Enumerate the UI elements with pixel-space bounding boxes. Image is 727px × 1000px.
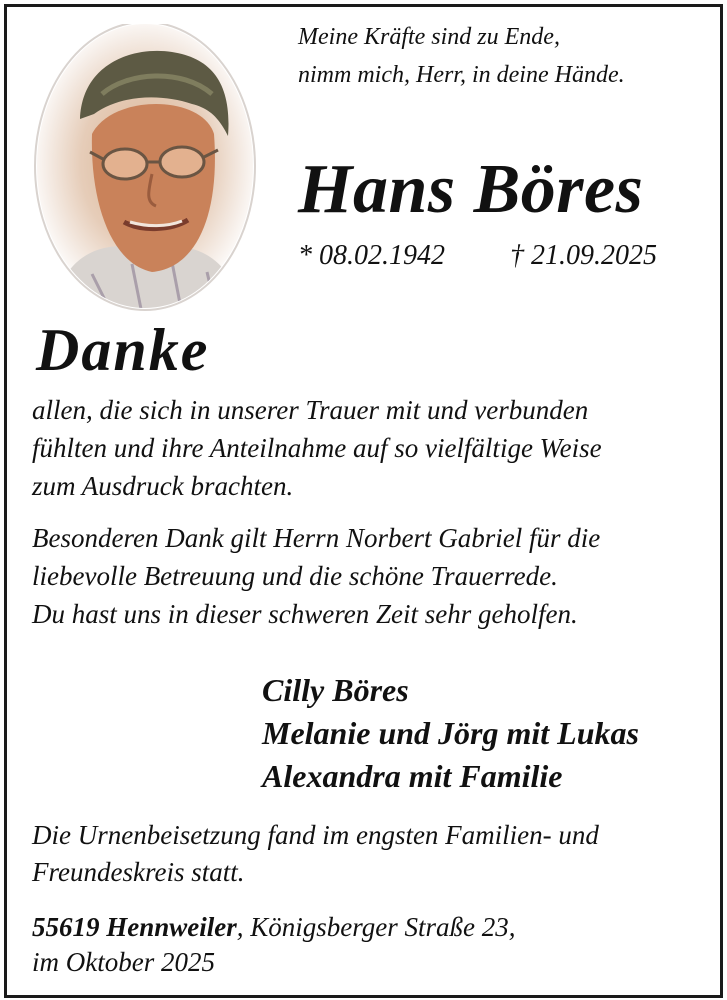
death-date: † 21.09.2025	[510, 240, 657, 271]
deceased-name: Hans Böres	[298, 151, 644, 228]
burial-note-line: Freundeskreis statt.	[32, 857, 245, 887]
signatory: Melanie und Jörg mit Lukas	[262, 715, 639, 751]
thanks-paragraph-1-line: fühlten und ihre Anteilnahme auf so vielfältige Weise	[32, 433, 602, 463]
birth-date: * 08.02.1942	[298, 240, 445, 271]
signatory: Cilly Böres	[262, 672, 409, 708]
thanks-heading: Danke	[36, 317, 210, 383]
thanks-paragraph-1-line: allen, die sich in unserer Trauer mit und verbunden	[32, 395, 589, 425]
verse-line-2: nimm mich, Herr, in deine Hände.	[298, 62, 625, 88]
thanks-paragraph-1-line: zum Ausdruck brachten.	[32, 471, 294, 501]
address-street: , Königsberger Straße 23,	[236, 912, 516, 942]
thanks-paragraph-2-line: liebevolle Betreuung und die schöne Trauerrede.	[32, 561, 558, 591]
burial-note-line: Die Urnenbeisetzung fand im engsten Familien- und	[32, 820, 599, 850]
thanks-paragraph-2-line: Du hast uns in dieser schweren Zeit sehr geholfen.	[32, 599, 578, 629]
address-date: im Oktober 2025	[32, 947, 215, 977]
thanks-paragraph-2-line: Besonderen Dank gilt Herrn Norbert Gabriel für die	[32, 523, 601, 553]
signatory: Alexandra mit Familie	[262, 758, 563, 794]
address-line	[32, 912, 516, 943]
portrait-photo	[32, 24, 258, 314]
verse-line-1: Meine Kräfte sind zu Ende,	[298, 24, 560, 50]
address-place: 55619 Hennweiler	[32, 912, 237, 942]
